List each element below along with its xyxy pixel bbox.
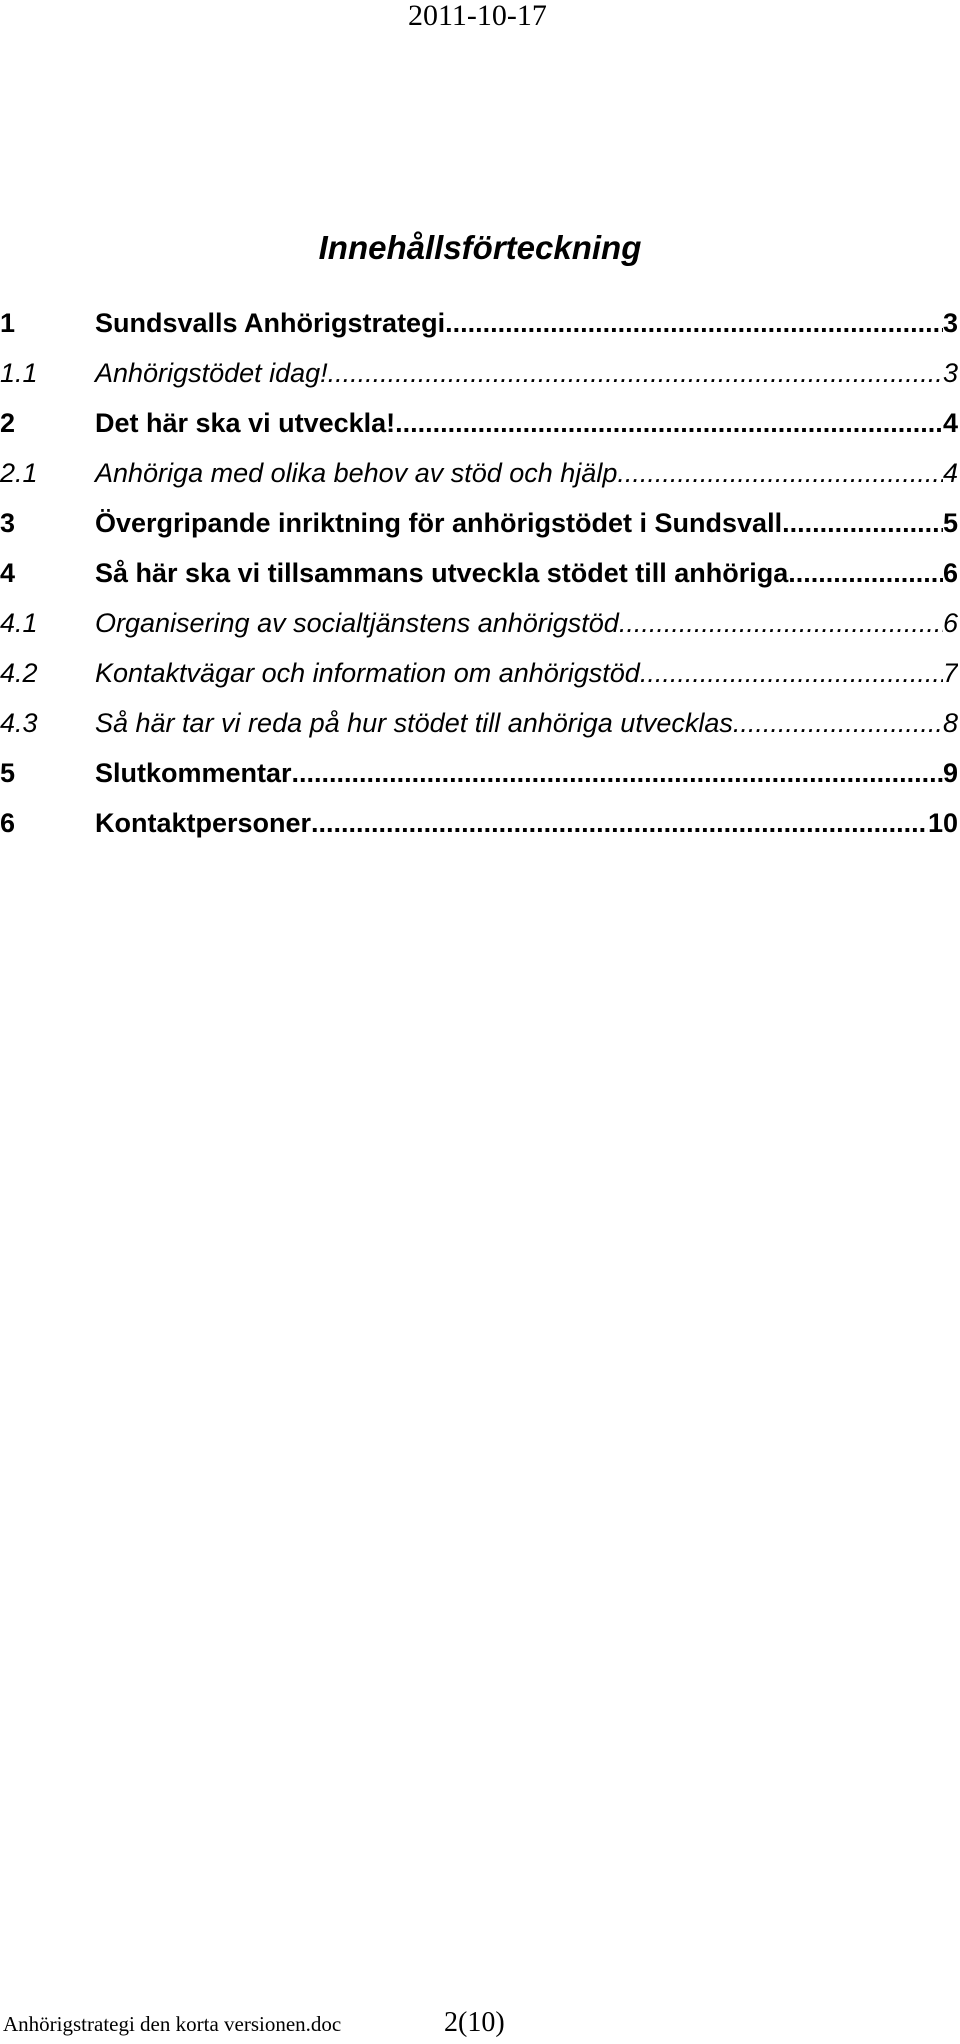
toc-entry-title: Organisering av socialtjänstens anhörigstöd <box>95 608 619 638</box>
toc-entry-number: 2 <box>0 408 16 438</box>
toc-dot-leader <box>640 648 943 698</box>
toc-entry-title: Så här ska vi tillsammans utveckla stödet till anhöriga <box>95 558 789 588</box>
toc-entry-number: 4 <box>0 558 16 588</box>
toc-entry[interactable] <box>0 498 958 548</box>
toc-entry-title: Det här ska vi utveckla! <box>95 408 396 438</box>
toc-entry[interactable] <box>0 648 958 698</box>
toc-entry-number: 6 <box>0 808 16 838</box>
toc-entry[interactable] <box>0 398 958 448</box>
toc-entry-number: 4.1 <box>0 608 38 638</box>
footer-page-number: 2(10) <box>444 2007 505 2038</box>
toc-entry-number: 3 <box>0 508 16 538</box>
toc-dot-leader <box>733 698 943 748</box>
toc-title: Innehållsförteckning <box>318 229 642 266</box>
table-of-contents <box>0 298 958 848</box>
toc-dot-leader <box>619 598 943 648</box>
toc-entry-page: 3 <box>942 308 958 338</box>
toc-entry[interactable] <box>0 748 958 798</box>
toc-entry-page: 6 <box>942 558 958 588</box>
footer-filename: Anhörigstrategi den korta versionen.doc <box>3 2012 342 2036</box>
toc-dot-leader <box>311 798 928 848</box>
toc-entry-page: 4 <box>942 408 958 438</box>
toc-dot-leader <box>782 498 943 548</box>
toc-entry-title: Anhöriga med olika behov av stöd och hjälp <box>95 458 618 488</box>
header-date: 2011-10-17 <box>408 0 547 32</box>
toc-entry[interactable] <box>0 798 958 848</box>
toc-entry-title: Sundsvalls Anhörigstrategi <box>95 308 446 338</box>
toc-entry-page: 3 <box>942 358 958 388</box>
toc-dot-leader <box>445 298 943 348</box>
toc-dot-leader <box>788 548 943 598</box>
toc-entry-page: 6 <box>942 608 958 638</box>
toc-entry-page: 7 <box>942 658 958 688</box>
toc-entry-page: 5 <box>942 508 958 538</box>
toc-entry-page: 10 <box>927 808 958 838</box>
toc-entry-title: Slutkommentar <box>95 758 292 788</box>
toc-entry-page: 8 <box>942 708 958 738</box>
toc-entry[interactable] <box>0 348 958 398</box>
toc-entry[interactable] <box>0 448 958 498</box>
toc-dot-leader <box>617 448 943 498</box>
toc-dot-leader <box>328 348 943 398</box>
toc-entry-title: Kontaktpersoner <box>95 808 312 838</box>
toc-dot-leader <box>292 748 943 798</box>
toc-entry-page: 4 <box>942 458 958 488</box>
toc-entry[interactable] <box>0 698 958 748</box>
toc-dot-leader <box>395 398 943 448</box>
toc-entry-title: Så här tar vi reda på hur stödet till anhöriga utvecklas <box>95 708 733 738</box>
toc-entry[interactable] <box>0 298 958 348</box>
toc-entry-number: 1 <box>0 308 16 338</box>
toc-entry-number: 2.1 <box>0 458 38 488</box>
toc-entry-title: Anhörigstödet idag! <box>95 358 328 388</box>
toc-entry[interactable] <box>0 548 958 598</box>
toc-entry[interactable] <box>0 598 958 648</box>
toc-entry-title: Kontaktvägar och information om anhörigstöd <box>95 658 640 688</box>
toc-entry-number: 4.2 <box>0 658 38 688</box>
toc-entry-page: 9 <box>942 758 958 788</box>
toc-entry-number: 4.3 <box>0 708 38 738</box>
toc-entry-number: 1.1 <box>0 358 38 388</box>
toc-entry-title: Övergripande inriktning för anhörigstödet i Sundsvall <box>95 508 783 538</box>
toc-entry-number: 5 <box>0 758 16 788</box>
